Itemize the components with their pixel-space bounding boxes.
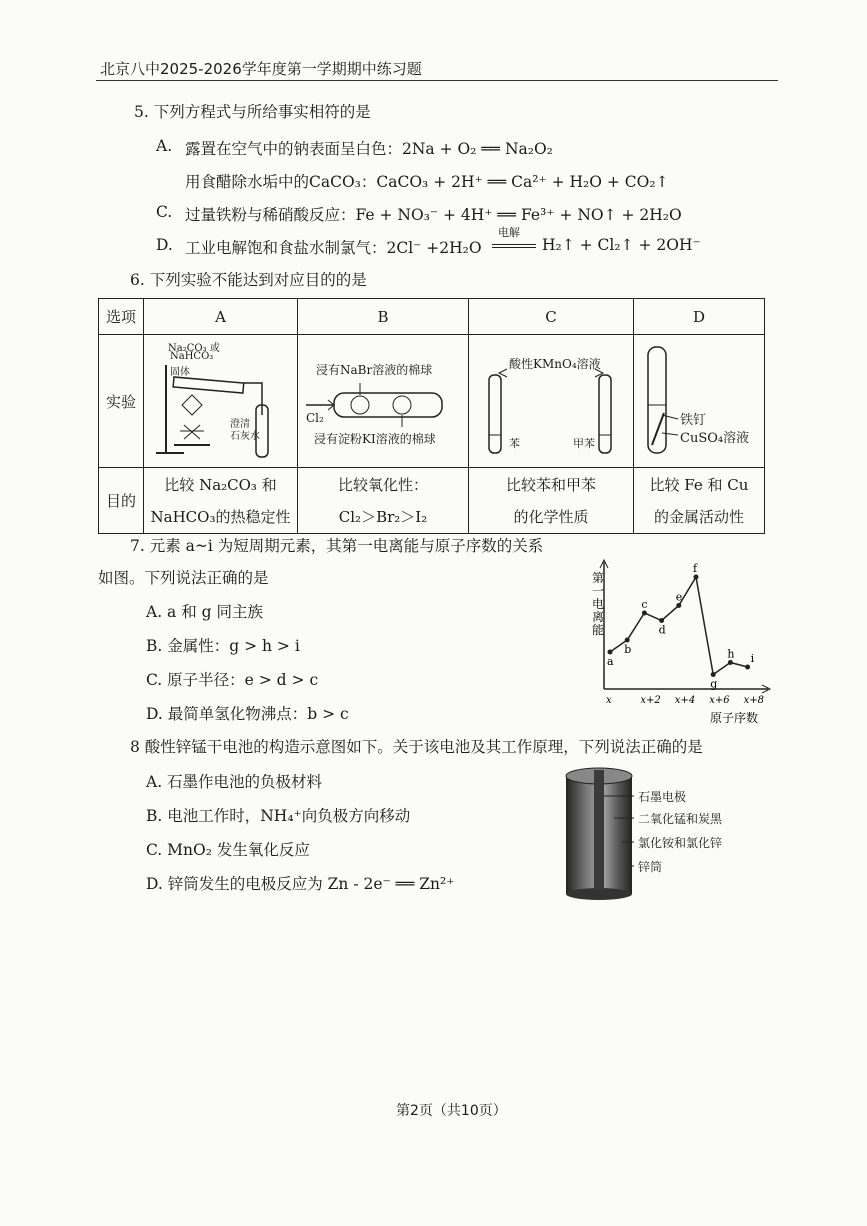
point-label-g: g — [710, 677, 718, 691]
point-f — [694, 575, 699, 580]
q6-option-a: A — [144, 299, 298, 335]
q6-purpose-b — [298, 468, 469, 534]
point-e — [676, 603, 681, 608]
q6-exp-b — [298, 335, 469, 468]
q8-option-c: C. MnO₂ 发生氧化反应 — [146, 841, 310, 859]
q6-row-label-purpose: 目的 — [99, 468, 144, 534]
b-label-ki: 浸有淀粉KI溶液的棉球 — [314, 432, 436, 446]
q6-option-d: D — [634, 299, 765, 335]
q7-option-d: D. 最简单氢化物沸点：b > c — [146, 705, 349, 723]
q6-purpose-a-2: NaHCO₃的热稳定性 — [150, 507, 291, 526]
q7-option-c: C. 原子半径：e > d > c — [146, 671, 319, 689]
c-label-kmno4: 酸性KMnO₄溶液 — [509, 357, 601, 371]
x-axis-label: 原子序数 — [710, 711, 759, 725]
a-label-solid-1: Na₂CO₃ 或 — [168, 343, 220, 354]
q5-stem: 5. 下列方程式与所给事实相符的是 — [134, 103, 371, 121]
point-h — [728, 660, 733, 665]
point-label-f: f — [693, 562, 698, 575]
q5-reaction-arrow — [492, 244, 536, 245]
graphite-rod — [594, 770, 604, 890]
cell-label-mno2: 二氧化锰和炭黑 — [638, 812, 723, 826]
q6-option-b: B — [298, 299, 469, 335]
point-label-e: e — [675, 590, 683, 604]
point-g — [711, 672, 716, 677]
q5-option-d-pre: 工业电解饱和食盐水制氯气：2Cl⁻ +2H₂O — [185, 239, 482, 257]
q5-option-a: 露置在空气中的钠表面呈白色：2Na + O₂ ══ Na₂O₂ — [185, 140, 553, 158]
a-label-solid-3: 固体 — [170, 367, 190, 378]
q5-option-d-post: H₂↑ + Cl₂↑ + 2OH⁻ — [542, 236, 701, 254]
cell-label-zinc: 锌筒 — [638, 860, 663, 874]
point-label-a: a — [607, 655, 614, 668]
page-header: 北京八中2025-2026学年度第一学期期中练习题 — [100, 60, 422, 78]
x-tick-label: x+4 — [674, 695, 696, 706]
x-tick-label: x+8 — [743, 695, 764, 706]
q5-option-d-label: D. — [156, 236, 173, 254]
q7-stem-1: 7. 元素 a~i 为短周期元素，其第一电离能与原子序数的关系 — [130, 537, 544, 555]
q6-table — [98, 298, 765, 534]
q8-option-b: B. 电池工作时，NH₄⁺向负极方向移动 — [146, 807, 411, 825]
d-label-nail: 铁钉 — [680, 413, 707, 428]
q6-purpose-b-2: Cl₂＞Br₂＞I₂ — [338, 507, 428, 526]
q6-stem: 6. 下列实验不能达到对应目的的是 — [130, 271, 367, 289]
a-label-limewater-2: 石灰水 — [230, 431, 260, 442]
q7-stem-2: 如图。下列说法正确的是 — [98, 569, 269, 587]
q6-purpose-d — [634, 468, 765, 534]
y-axis-label: 第一电离能 — [592, 571, 605, 637]
point-label-i: i — [750, 652, 755, 665]
q5-option-a-label: A. — [156, 137, 173, 155]
q6-exp-c — [469, 335, 634, 468]
q6-purpose-d-1: 比较 Fe 和 Cu — [649, 475, 749, 494]
point-label-b: b — [624, 643, 632, 656]
q6-row-label-option: 选项 — [99, 299, 144, 335]
point-label-d: d — [658, 623, 666, 637]
point-b — [625, 638, 630, 643]
q6-purpose-d-2: 的金属活动性 — [653, 507, 744, 526]
d-label-cuso4: CuSO₄溶液 — [680, 431, 750, 446]
q6-purpose-b-1: 比较氧化性： — [337, 475, 428, 494]
c-label-benzene: 苯 — [509, 437, 520, 450]
ie-series — [607, 562, 755, 691]
q8-option-a: A. 石墨作电池的负极材料 — [146, 773, 323, 791]
ionization-energy-chart — [580, 552, 775, 727]
x-tick-label: x+2 — [640, 695, 661, 706]
point-a — [608, 650, 613, 655]
page-footer: 第2页（共10页） — [396, 1103, 507, 1119]
q8-stem: 8 酸性锌锰干电池的构造示意图如下。关于该电池及其工作原理，下列说法正确的是 — [130, 738, 703, 756]
q5-option-c-label: C. — [156, 203, 173, 221]
q6-exp-a — [144, 335, 298, 468]
q6-purpose-c-2: 的化学性质 — [513, 507, 589, 526]
q6-purpose-a-1: 比较 Na₂CO₃ 和 — [164, 475, 277, 494]
q5-electrolysis-condition: 电解 — [498, 226, 520, 239]
point-label-h: h — [727, 647, 735, 661]
point-d — [659, 618, 664, 623]
q5-reaction-arrow-2 — [492, 247, 536, 248]
dry-cell-diagram — [560, 766, 760, 900]
q8-option-d: D. 锌筒发生的电极反应为 Zn - 2e⁻ ══ Zn²⁺ — [146, 875, 455, 893]
point-label-c: c — [641, 598, 648, 611]
header-rule — [96, 80, 778, 81]
q6-exp-d — [634, 335, 765, 468]
q7-option-b: B. 金属性：g > h > i — [146, 637, 300, 655]
q5-option-c: 过量铁粉与稀硝酸反应：Fe + NO₃⁻ + 4H⁺ ══ Fe³⁺ + NO↑ + 2H₂O — [185, 206, 682, 224]
a-label-solid-2: NaHCO₃ — [170, 351, 214, 362]
point-c — [642, 611, 647, 616]
a-label-limewater-1: 澄清 — [230, 419, 250, 430]
q6-purpose-c — [469, 468, 634, 534]
c-label-toluene: 甲苯 — [573, 437, 595, 450]
q6-row-label-experiment: 实验 — [99, 335, 144, 468]
q5-option-b: 用食醋除水垢中的CaCO₃：CaCO₃ + 2H⁺ ══ Ca²⁺ + H₂O + CO₂↑ — [185, 173, 669, 191]
cell-label-nh4cl: 氯化铵和氯化锌 — [638, 836, 723, 850]
b-label-nabr: 浸有NaBr溶液的棉球 — [316, 363, 433, 377]
q6-purpose-a — [144, 468, 298, 534]
q6-purpose-c-1: 比较苯和甲苯 — [505, 475, 596, 494]
x-ticks — [606, 695, 764, 706]
cell-label-graphite: 石墨电极 — [638, 790, 687, 804]
point-i — [745, 665, 750, 670]
heating-apparatus-diagram — [144, 335, 297, 463]
q6-option-c: C — [469, 299, 634, 335]
x-tick-label: x — [606, 695, 612, 706]
x-tick-label: x+6 — [709, 695, 730, 706]
b-label-cl2: Cl₂ — [306, 411, 324, 425]
q7-option-a: A. a 和 g 同主族 — [146, 603, 263, 621]
